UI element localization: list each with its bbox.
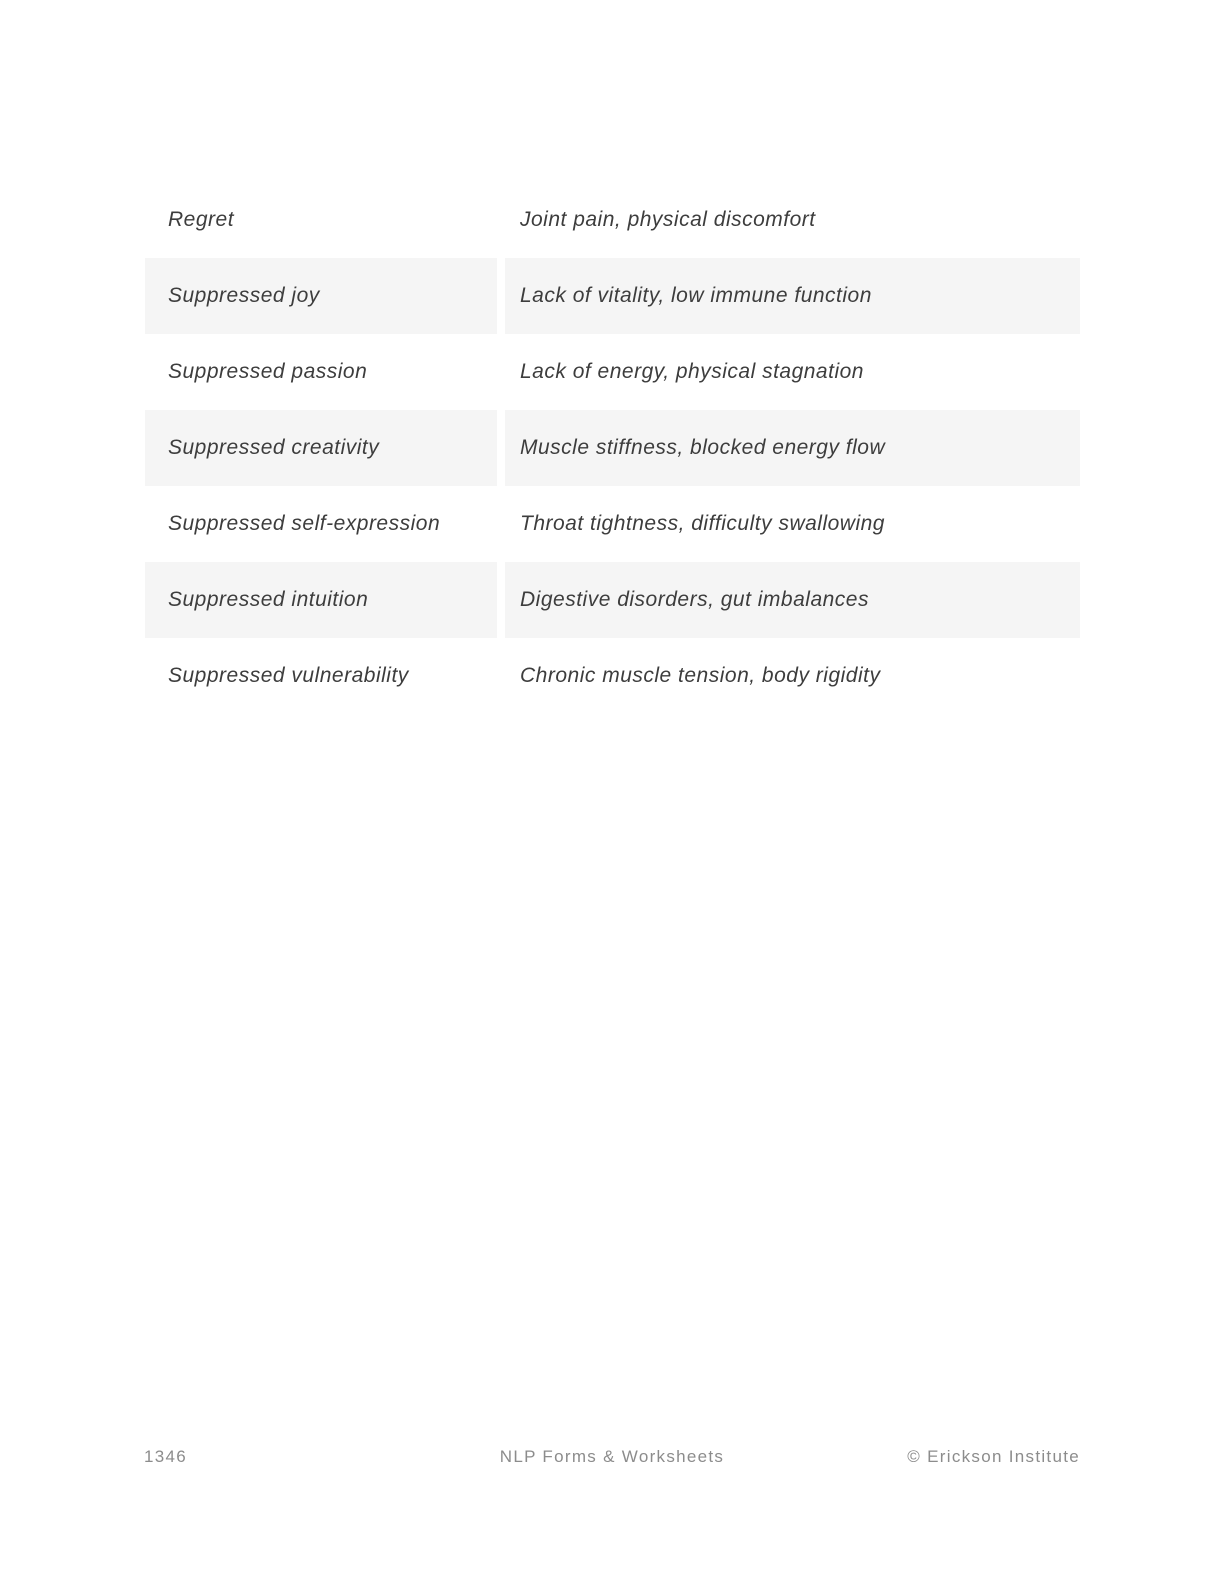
table-row: [145, 258, 1080, 334]
symptom-cell: Lack of vitality, low immune function: [505, 258, 1080, 334]
symptom-cell: Muscle stiffness, blocked energy flow: [505, 410, 1080, 486]
table-row: [145, 182, 1080, 258]
table-row: [145, 334, 1080, 410]
emotion-cell: Suppressed intuition: [145, 562, 497, 638]
footer-title: NLP Forms & Worksheets: [499, 1447, 725, 1466]
column-divider: [497, 562, 505, 638]
symptom-cell: Chronic muscle tension, body rigidity: [520, 664, 881, 687]
column-divider: [497, 486, 505, 562]
symptom-cell: Digestive disorders, gut imbalances: [505, 562, 1080, 638]
table-row: [145, 638, 1080, 714]
symptom-cell: Throat tightness, difficulty swallowing: [520, 512, 885, 535]
emotion-cell: Suppressed joy: [145, 258, 497, 334]
column-divider: [497, 258, 505, 334]
emotion-symptom-table: [145, 182, 1080, 714]
emotion-cell: Suppressed self-expression: [168, 512, 441, 535]
emotion-cell: Suppressed passion: [168, 360, 368, 383]
copyright-notice: © Erickson Institute: [907, 1447, 1080, 1466]
table-row: [145, 486, 1080, 562]
table-row: [145, 410, 1080, 486]
emotion-cell: Suppressed vulnerability: [168, 664, 409, 687]
column-divider: [497, 638, 505, 714]
column-divider: [497, 334, 505, 410]
emotion-cell: Regret: [168, 208, 235, 231]
page-number: 1346: [144, 1447, 188, 1466]
symptom-cell: Lack of energy, physical stagnation: [520, 360, 864, 383]
column-divider: [497, 410, 505, 486]
column-divider: [497, 182, 505, 258]
table-row: [145, 562, 1080, 638]
page-footer: [144, 1447, 1080, 1467]
emotion-cell: Suppressed creativity: [145, 410, 497, 486]
symptom-cell: Joint pain, physical discomfort: [520, 208, 816, 231]
